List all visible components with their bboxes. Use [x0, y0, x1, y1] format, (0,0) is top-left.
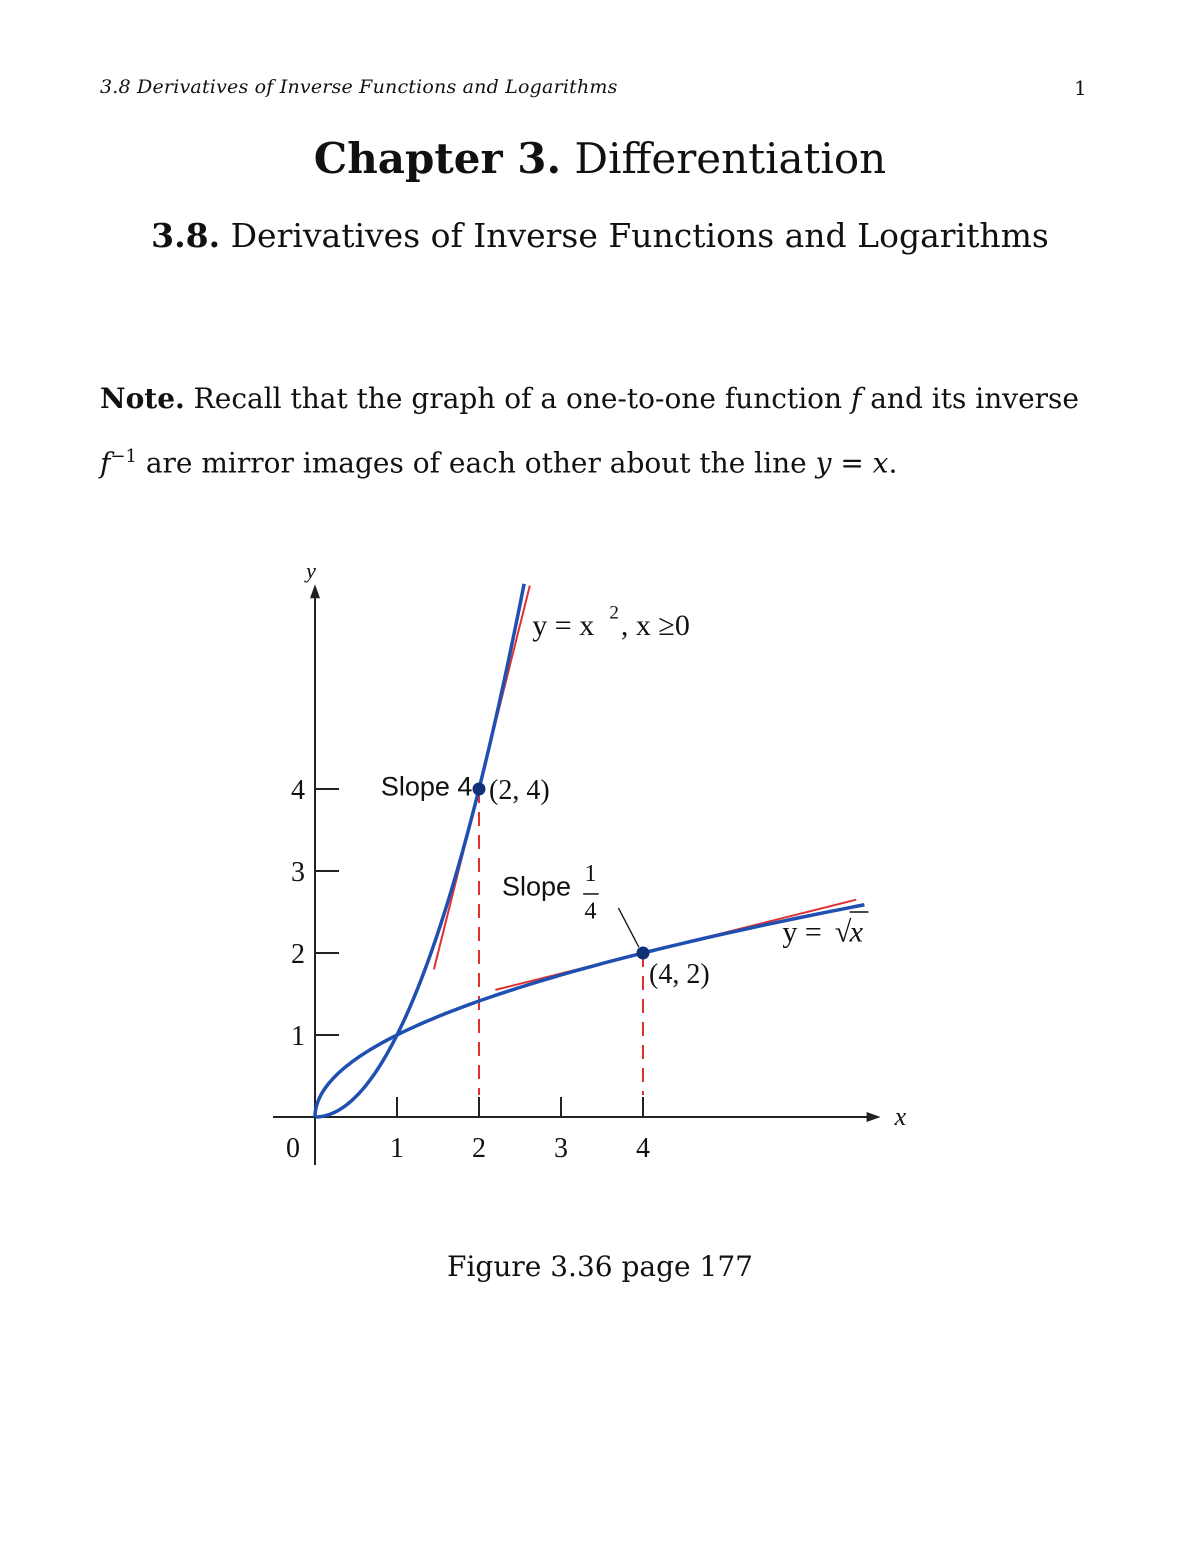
- x-axis-label: x: [894, 1102, 907, 1131]
- point-2: [637, 947, 650, 960]
- curve-label-sqrt-lhs: y =: [782, 915, 822, 949]
- slope-fraction-numerator: 1: [584, 860, 597, 887]
- curve-label-exponent: 2: [609, 602, 619, 624]
- section-name: Derivatives of Inverse Functions and Logarithms: [230, 216, 1049, 255]
- slope-fraction-denominator: 4: [584, 898, 597, 925]
- x-tick-label-2: 2: [472, 1133, 486, 1164]
- chapter-title: [0, 134, 1200, 183]
- point-label-4-2: (4, 2): [649, 959, 710, 990]
- origin-label: 0: [286, 1133, 300, 1164]
- point-label-2-4: (2, 4): [489, 775, 550, 806]
- note-text-1: Recall that the graph of a one-to-one function: [193, 382, 843, 415]
- note-period: .: [888, 446, 898, 480]
- y-axis-arrow: [310, 584, 320, 598]
- figure-caption: Figure 3.36 page 177: [447, 1250, 753, 1283]
- chapter-name: Differentiation: [574, 134, 887, 183]
- section-number: 3.8.: [151, 216, 221, 255]
- f-inverse-symbol: f: [100, 446, 111, 480]
- x-axis-arrow: [867, 1112, 881, 1122]
- section-title: [0, 216, 1200, 255]
- note-text-2: are mirror images of each other about the line: [145, 446, 807, 480]
- inverse-exponent: −1: [110, 446, 137, 467]
- y-tick-label-2: 2: [291, 939, 305, 970]
- figure-3-36: [255, 565, 935, 1205]
- curve-label-x-squared: y = x: [532, 608, 595, 642]
- dashed-guides: [479, 789, 643, 1095]
- page-number: 1: [1074, 76, 1087, 100]
- curve-x-squared: [315, 584, 524, 1117]
- labels: [286, 565, 907, 1164]
- note-label: Note.: [100, 382, 185, 415]
- point-1: [473, 783, 486, 796]
- note-line-1: [100, 382, 1079, 415]
- f-symbol: f: [850, 382, 862, 415]
- y-tick-label-4: 4: [291, 775, 305, 806]
- curves: [315, 584, 864, 1117]
- y-axis-label: y: [306, 565, 316, 584]
- line-equation: y = x: [815, 446, 889, 480]
- running-head: 3.8 Derivatives of Inverse Functions and Logarithms: [100, 76, 618, 98]
- x-tick-label-1: 1: [390, 1133, 404, 1164]
- note-text-1-tail: and its inverse: [870, 382, 1079, 415]
- y-tick-label-1: 1: [291, 1021, 305, 1052]
- slope-leader-line: [618, 908, 639, 947]
- axes: [273, 584, 881, 1165]
- x-tick-label-4: 4: [636, 1133, 650, 1164]
- y-tick-label-3: 3: [291, 857, 305, 888]
- slope-label-steep: Slope 4: [380, 771, 473, 802]
- radical-sign: √: [834, 915, 852, 949]
- chapter-label: Chapter 3.: [313, 134, 562, 183]
- radical-variable: x: [849, 915, 863, 949]
- curve-label-domain: , x ≥0: [620, 608, 690, 642]
- note-line-2: [100, 446, 897, 479]
- x-tick-label-3: 3: [554, 1133, 568, 1164]
- slope-label-shallow: Slope: [501, 871, 572, 902]
